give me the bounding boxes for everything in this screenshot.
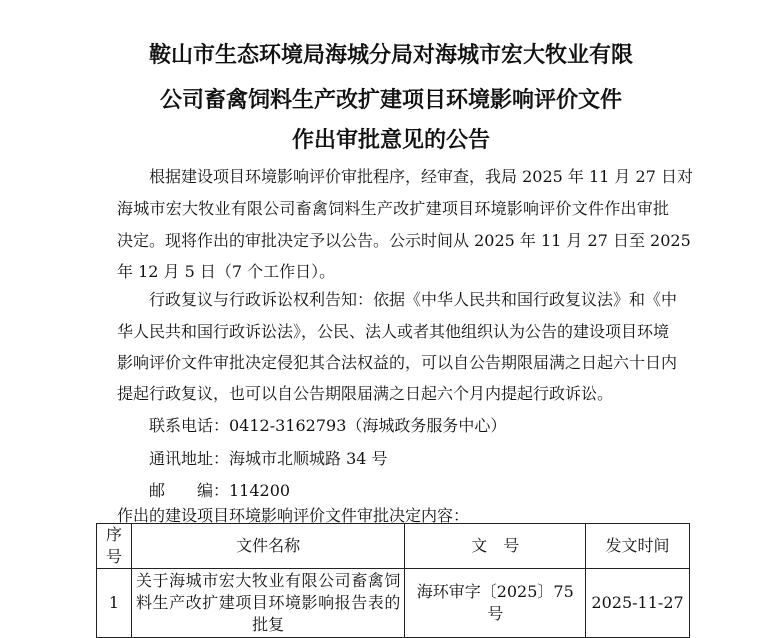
approval-table [96, 523, 690, 638]
header-name: 文件名称 [131, 524, 404, 569]
para2-line: 影响评价文件审批决定侵犯其合法权益的，可以自公告期限届满之日起六十日内 [117, 353, 678, 372]
para2-line: 行政复议与行政诉讼权利告知：依据《中华人民共和国行政复议法》和《中 [149, 290, 678, 309]
para1-line: 决定。现将作出的审批决定予以公告。公示时间从 2025 年 11 月 27 日至 2025 [117, 231, 691, 250]
header-doc-no: 文 号 [405, 524, 586, 569]
contact-postcode: 邮 编：114200 [149, 481, 291, 500]
contact-address: 通讯地址：海城市北顺城路 34 号 [149, 449, 388, 468]
title-line-1: 鞍山市生态环境局海城分局对海城市宏大牧业有限 [148, 43, 633, 68]
header-no: 序号 [97, 524, 132, 569]
para1-line: 根据建设项目环境影响评价审批程序，经审查，我局 2025 年 11 月 27 日对 [149, 167, 693, 186]
cell-no: 1 [97, 569, 132, 638]
cell-doc-no: 海环审字〔2025〕75 号 [405, 569, 586, 638]
para2-line: 华人民共和国行政诉讼法》，公民、法人或者其他组织认为公告的建设项目环境 [117, 322, 670, 341]
table-row [97, 569, 690, 638]
title-line-2: 公司畜禽饲料生产改扩建项目环境影响评价文件 [159, 88, 622, 113]
header-date: 发文时间 [586, 524, 690, 569]
table-caption: 作出的建设项目环境影响评价文件审批决定内容： [117, 506, 470, 525]
cell-name: 关于海城市宏大牧业有限公司畜禽饲料生产改扩建项目环境影响报告表的批复 [131, 569, 404, 638]
title-line-3: 作出审批意见的公告 [291, 128, 490, 153]
table-header-row [97, 524, 690, 569]
para2-line: 提起行政复议，也可以自公告期限届满之日起六个月内提起行政诉讼。 [117, 384, 614, 403]
para1-line: 年 12 月 5 日（7 个工作日）。 [117, 262, 336, 281]
contact-phone: 联系电话：0412-3162793（海城政务服务中心） [149, 416, 507, 435]
cell-date: 2025-11-27 [586, 569, 690, 638]
para1-line: 海城市宏大牧业有限公司畜禽饲料生产改扩建项目环境影响评价文件作出审批 [117, 199, 669, 218]
